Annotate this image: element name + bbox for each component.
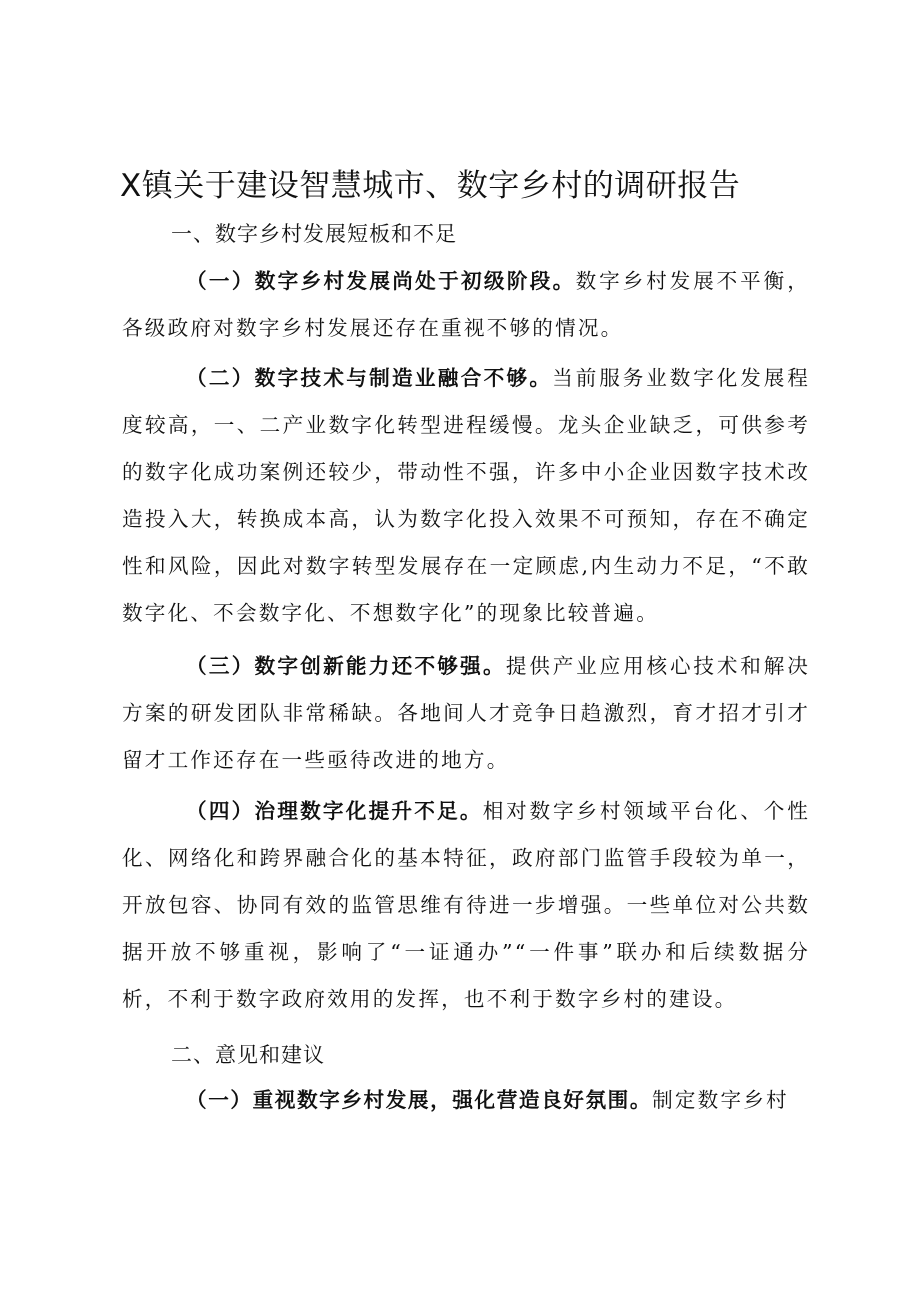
section-heading-shortcomings: 一、数字乡村发展短板和不足: [171, 222, 457, 246]
paragraph-2: [122, 355, 810, 637]
paragraph-5-body: 制定数字乡村: [652, 1088, 789, 1112]
paragraph-3-body: 提供产业应用核心技术和解决方案的研发团队非常稀缺。各地间人才竞争日趋激烈，育才招才引才留才工作还存在一些亟待改进的地方。: [122, 654, 810, 772]
paragraph-5-lead: （一）重视数字乡村发展，强化营造良好氛围。: [186, 1088, 653, 1112]
paragraph-3-lead: （三）数字创新能力还不够强。: [186, 654, 506, 678]
section-heading-suggestions: 二、意见和建议: [171, 1043, 325, 1067]
paragraph-1-body: 数字乡村发展不平衡，各级政府对数字乡村发展还存在重视不够的情况。: [122, 269, 810, 340]
paragraph-4: [122, 788, 810, 1023]
paragraph-1-lead: （一）数字乡村发展尚处于初级阶段。: [186, 269, 576, 293]
paragraph-1: [122, 258, 810, 352]
paragraph-4-lead: （四）治理数字化提升不足。: [186, 799, 483, 823]
paragraph-2-body: 当前服务业数字化发展程度较高，一、二产业数字化转型进程缓慢。龙头企业缺乏，可供参考的数字化成功案例还较少，带动性不强，许多中小企业因数字技术改造投入大，转换成本高，认为数字化投入效果不可预知，存在不确定性和风险，因此对数字转型发展存在一定顾虑,内生动力不足，“不敢数字化、不会数字化、不想数字化”的现象比较普遍。: [122, 366, 810, 625]
paragraph-5: [122, 1077, 810, 1124]
document-title: X镇关于建设智慧城市、数字乡村的调研报告: [120, 168, 741, 204]
paragraph-2-lead: （二）数字技术与制造业融合不够。: [186, 366, 553, 390]
paragraph-3: [122, 643, 810, 784]
paragraph-4-body: 相对数字乡村领域平台化、个性化、网络化和跨界融合化的基本特征，政府部门监管手段较为单一，开放包容、协同有效的监管思维有待进一步增强。一些单位对公共数据开放不够重视，影响了“一证通办”“一件事”联办和后续数据分析，不利于数字政府效用的发挥，也不利于数字乡村的建设。: [122, 799, 810, 1011]
